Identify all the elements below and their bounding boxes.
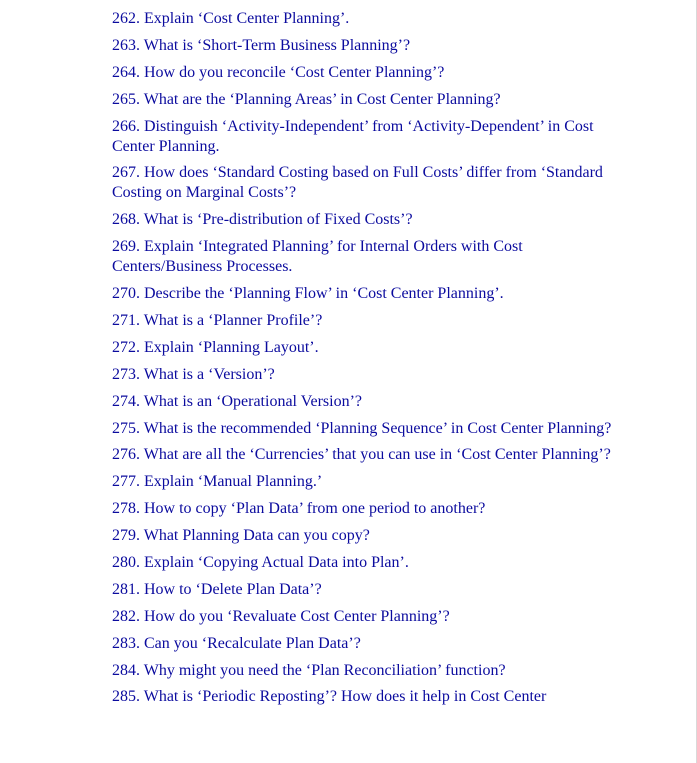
question-link-268[interactable]: 268. What is ‘Pre-distribution of Fixed Costs’?: [112, 211, 413, 229]
question-link-267[interactable]: 267. How does ‘Standard Costing based on Full Costs’ differ from ‘Standard Costing on Marginal Costs’?: [112, 164, 603, 202]
question-link-262[interactable]: 262. Explain ‘Cost Center Planning’.: [112, 10, 350, 27]
question-link-284[interactable]: 284. Why might you need the ‘Plan Reconciliation’ function?: [112, 661, 506, 679]
question-link-list: [112, 9, 612, 714]
question-link-281[interactable]: 281. How to ‘Delete Plan Data’?: [112, 580, 322, 598]
question-link-275[interactable]: 275. What is the recommended ‘Planning Sequence’ in Cost Center Planning?: [112, 419, 612, 437]
question-link-263[interactable]: 263. What is ‘Short-Term Business Planning’?: [112, 36, 411, 54]
question-link-277[interactable]: 277. Explain ‘Manual Planning.’: [112, 473, 323, 491]
question-link-271[interactable]: 271. What is a ‘Planner Profile’?: [112, 312, 323, 330]
question-link-273[interactable]: 273. What is a ‘Version’?: [112, 365, 275, 383]
question-link-270[interactable]: 270. Describe the ‘Planning Flow’ in ‘Cost Center Planning’.: [112, 285, 504, 303]
question-link-266[interactable]: 266. Distinguish ‘Activity-Independent’ from ‘Activity-Dependent’ in Cost Center Planning.: [112, 117, 594, 155]
question-link-269[interactable]: 269. Explain ‘Integrated Planning’ for Internal Orders with Cost Centers/Business Processes.: [112, 238, 523, 276]
question-link-265[interactable]: 265. What are the ‘Planning Areas’ in Cost Center Planning?: [112, 90, 501, 108]
question-link-272[interactable]: 272. Explain ‘Planning Layout’.: [112, 338, 319, 356]
question-link-280[interactable]: 280. Explain ‘Copying Actual Data into Plan’.: [112, 554, 409, 572]
question-link-264[interactable]: 264. How do you reconcile ‘Cost Center Planning’?: [112, 63, 445, 81]
question-link-282[interactable]: 282. How do you ‘Revaluate Cost Center Planning’?: [112, 607, 450, 625]
question-link-276[interactable]: 276. What are all the ‘Currencies’ that you can use in ‘Cost Center Planning’?: [112, 446, 611, 464]
question-link-274[interactable]: 274. What is an ‘Operational Version’?: [112, 392, 363, 410]
question-link-285[interactable]: 285. What is ‘Periodic Reposting’? How does it help in Cost Center: [112, 688, 547, 706]
question-link-278[interactable]: 278. How to copy ‘Plan Data’ from one period to another?: [112, 500, 486, 518]
question-link-283[interactable]: 283. Can you ‘Recalculate Plan Data’?: [112, 634, 361, 652]
question-link-279[interactable]: 279. What Planning Data can you copy?: [112, 527, 370, 545]
